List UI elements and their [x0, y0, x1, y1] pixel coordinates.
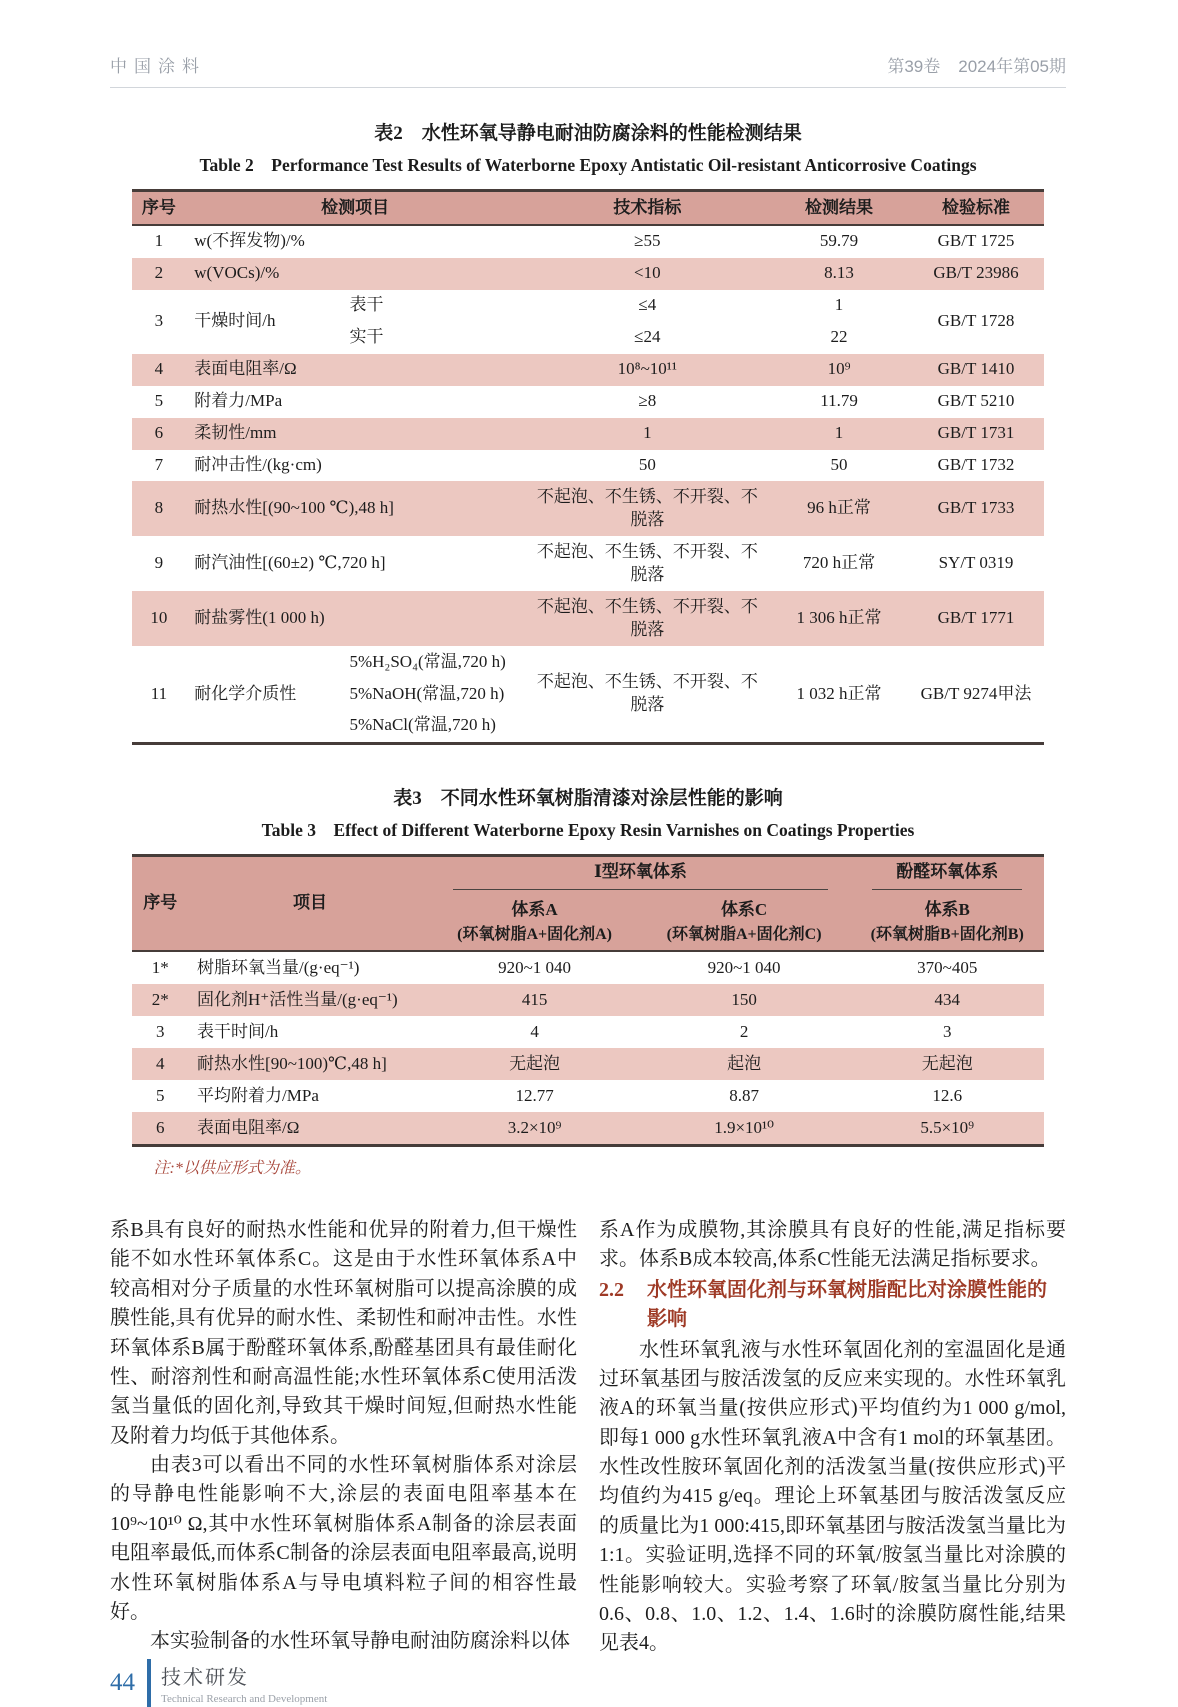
cell-standard: GB/T 1725 [937, 231, 1015, 251]
table-row [132, 481, 1045, 536]
cell-system-b: 3 [942, 1021, 952, 1041]
cell-no: 1 [154, 231, 164, 251]
cell-no: 1* [151, 957, 169, 977]
cell-system-b: 无起泡 [850, 1048, 1045, 1080]
col-header-system-c: 体系C (环氧树脂A+固化剂C) [638, 895, 850, 952]
cell-system-a: 12.77 [515, 1085, 554, 1105]
table2-header-row [132, 191, 1045, 225]
cell-spec: 不起泡、不生锈、不开裂、不脱落 [536, 672, 758, 714]
cell-spec: <10 [524, 258, 771, 290]
table-row [132, 951, 1045, 984]
cell-system-a: 920~1 040 [498, 957, 572, 977]
cell-item: w(不挥发物)/% [194, 231, 305, 251]
table-row [132, 1016, 1045, 1048]
issue-info [869, 52, 1066, 77]
cell-condition: 5%NaOH(常温,720 h) [349, 683, 505, 703]
cell-no: 5 [156, 1085, 165, 1105]
cell-result: 8.13 [771, 258, 908, 290]
cell-spec: ≤24 [634, 327, 661, 347]
cell-no: 7 [154, 455, 164, 474]
cell-system-b: 5.5×10⁹ [850, 1112, 1045, 1145]
table2-section [110, 118, 1066, 745]
cell-spec: 1 [524, 418, 771, 450]
table-row [132, 1048, 1045, 1080]
table-row [132, 591, 1045, 646]
cell-result: 1 306 h正常 [771, 591, 908, 646]
cell-spec: ≥55 [634, 231, 661, 251]
footer-section [161, 1661, 327, 1705]
cell-item: 附着力/MPa [194, 391, 283, 411]
journal-name: 中国涂料 [110, 57, 206, 76]
group-header: 酚醛环氧体系 [850, 855, 1045, 894]
cell-system-c: 1.9×10¹⁰ [638, 1112, 850, 1145]
cell-system-c: 8.87 [729, 1085, 759, 1105]
table2 [132, 189, 1045, 745]
cell-system-b: 434 [850, 984, 1045, 1016]
col-header: 项目 [189, 855, 431, 951]
cell-system-a: 4 [530, 1021, 539, 1041]
cell-item: 耐热水性[90~100)℃,48 h] [189, 1048, 431, 1080]
col-header: 技术指标 [524, 191, 771, 225]
cell-standard: GB/T 1410 [908, 354, 1045, 386]
cell-result: 720 h正常 [802, 553, 876, 573]
col-header-system-a: 体系A (环氧树脂A+固化剂A) [431, 895, 638, 952]
table-row [132, 354, 1045, 386]
right-column [599, 1216, 1066, 1659]
cell-spec: 10⁸~10¹¹ [524, 354, 771, 386]
table3-section [110, 783, 1066, 1178]
cell-no: 4 [132, 1048, 190, 1080]
cell-item: 耐盐雾性(1 000 h) [186, 591, 524, 646]
cell-no: 3 [154, 311, 164, 331]
table-row [132, 290, 1045, 322]
cell-standard: GB/T 1728 [937, 311, 1015, 331]
volume-label: 第39卷 [887, 57, 941, 76]
cell-system-b: 370~405 [917, 957, 978, 977]
section-number: 2.2 [599, 1278, 624, 1301]
table-row [132, 386, 1045, 418]
table-row [132, 1112, 1045, 1145]
paragraph: 由表3可以看出不同的水性环氧树脂体系对涂层的导静电性能影响不大,涂层的表面电阻率基本在10⁹~10¹⁰ Ω,其中水性环氧树脂体系A制备的涂层表面电阻率最低,而体系C制备的涂层表面电阻率最高,说明水性环氧树脂体系A与导电填料粒子间的相容性最好。 [110, 1454, 577, 1624]
page-footer [110, 1659, 1066, 1707]
cell-item: 树脂环氧当量/(g·eq⁻¹) [197, 957, 360, 977]
cell-condition: 5%H₂SO₄(常温,720 h) [349, 651, 506, 671]
cell-result: 22 [830, 327, 848, 347]
col-header: 检测项目 [186, 191, 524, 225]
cell-standard: GB/T 9274甲法 [920, 683, 1032, 703]
table3-title-zh: 表3 不同水性环氧树脂清漆对涂层性能的影响 [393, 787, 783, 809]
section-heading [599, 1276, 1066, 1335]
cell-result: 1 [834, 295, 844, 315]
cell-no: 4 [132, 354, 187, 386]
footer-section-en: Technical Research and Development [161, 1692, 328, 1705]
cell-no: 2* [132, 984, 190, 1016]
cell-spec: 不起泡、不生锈、不开裂、不脱落 [524, 481, 771, 536]
cell-no: 10 [132, 591, 187, 646]
cell-system-c: 150 [638, 984, 850, 1016]
cell-item: 柔韧性/mm [186, 418, 524, 450]
paragraph: 水性环氧乳液与水性环氧固化剂的室温固化是通过环氧基团与胺活泼氢的反应来实现的。水性环氧乳液A的环氧当量(按供应形式)平均值约为1 000 g/mol,即每1 000 g水性环氧乳液A中含有1 mol的环氧基团。水性改性胺环氧固化剂的活泼氢当量(按供应形式)平均值约为415 g/eq。理论上环氧基团与胺活泼氢反应的质量比为1 000:415,即环氧基团与胺活泼氢当量比为1:1。实验证明,选择不同的环氧/胺氢当量比对涂膜的性能影响较大。实验考察了环氧/胺氢当量比分别为0.6、0.8、1.0、1.2、1.4、1.6时的涂膜防腐性能,结果见表4。 [599, 1338, 1066, 1655]
col-header-system-b: 体系B (环氧树脂B+固化剂B) [850, 895, 1045, 952]
cell-standard: GB/T 1732 [937, 455, 1015, 474]
table-row [132, 225, 1045, 258]
col-header: 检测结果 [771, 191, 908, 225]
cell-system-a: 无起泡 [431, 1048, 638, 1080]
cell-no: 9 [154, 553, 164, 573]
cell-system-a: 3.2×10⁹ [431, 1112, 638, 1145]
col-header: 序号 [132, 191, 187, 225]
group-header: Ⅰ型环氧体系 [431, 855, 850, 894]
cell-no: 3 [156, 1021, 165, 1041]
cell-item: w(VOCs)/% [186, 258, 524, 290]
paragraph: 系A作为成膜物,其涂膜具有良好的性能,满足指标要求。体系B成本较高,体系C性能无法满足指标要求。 [599, 1218, 1066, 1271]
table3 [132, 854, 1045, 1147]
table-row [132, 418, 1045, 450]
footer-divider-bar [147, 1659, 151, 1707]
cell-subitem: 表干 [349, 295, 384, 315]
cell-result: 59.79 [819, 231, 859, 251]
table-row [132, 258, 1045, 290]
page-number: 44 [110, 1668, 135, 1696]
section-title: 水性环氧固化剂与环氧树脂配比对涂膜性能的影响 [647, 1278, 1047, 1331]
paragraph: 本实验制备的水性环氧导静电耐油防腐涂料以体 [150, 1630, 570, 1653]
cell-item: 固化剂H⁺活性当量/(g·eq⁻¹) [189, 984, 431, 1016]
cell-result: 50 [830, 455, 848, 474]
table-row [132, 450, 1045, 482]
cell-spec: 50 [638, 455, 656, 474]
header-divider [110, 87, 1066, 88]
table-row [132, 646, 1045, 678]
cell-spec: ≥8 [638, 391, 657, 411]
cell-standard: GB/T 5210 [937, 391, 1015, 411]
cell-standard: GB/T 1771 [908, 591, 1045, 646]
table2-title-en: Table 2 Performance Test Results of Waterborne Epoxy Antistatic Oil-resistant Anticorrosive Coatings [199, 155, 977, 175]
table-row [132, 1080, 1045, 1112]
cell-system-c: 920~1 040 [707, 957, 781, 977]
cell-item: 耐汽油性[(60±2) ℃,720 h] [194, 553, 386, 573]
cell-condition: 5%NaCl(常温,720 h) [349, 715, 496, 735]
cell-no: 2 [132, 258, 187, 290]
cell-no: 8 [132, 481, 187, 536]
paragraph: 系B具有良好的耐热水性能和优异的附着力,但干燥性能不如水性环氧体系C。这是由于水性环氧体系A中较高相对分子质量的水性环氧树脂可以提高涂膜的成膜性能,具有优异的耐水性、柔韧性和耐冲击性。水性环氧体系B属于酚醛环氧体系,酚醛基团具有最佳耐化性、耐溶剂性和耐高温性能;水性环氧体系C使用活泼氢当量低的固化剂,导致其干燥时间短,但耐热水性能及附着力均低于其他体系。 [110, 1218, 577, 1447]
cell-spec: ≤4 [638, 295, 657, 315]
body-text [110, 1216, 1066, 1659]
cell-item: 表面电阻率/Ω [189, 1112, 431, 1145]
cell-item: 平均附着力/MPa [197, 1085, 319, 1105]
cell-result: 96 h正常 [771, 481, 908, 536]
cell-no: 6 [132, 418, 187, 450]
footer-section-zh: 技术研发 [161, 1666, 249, 1689]
table-row [132, 536, 1045, 591]
cell-result: 11.79 [820, 391, 858, 411]
cell-system-a: 415 [431, 984, 638, 1016]
table3-title-en: Table 3 Effect of Different Waterborne Epoxy Resin Varnishes on Coatings Properties [261, 819, 915, 840]
col-header: 检验标准 [908, 191, 1045, 225]
cell-system-c: 2 [739, 1021, 749, 1041]
table3-note: 注:*以供应形式为准。 [153, 1159, 311, 1177]
cell-standard: SY/T 0319 [938, 553, 1014, 573]
page-header [110, 52, 1066, 77]
col-header: 序号 [132, 855, 190, 951]
cell-system-b: 12.6 [932, 1085, 963, 1105]
cell-no: 5 [154, 391, 164, 411]
cell-item: 表干时间/h [197, 1021, 279, 1041]
cell-result: 1 032 h正常 [796, 683, 882, 703]
issue-label: 2024年第05期 [958, 57, 1066, 76]
cell-item: 耐冲击性/(kg·cm) [194, 455, 322, 474]
cell-result: 10⁹ [771, 354, 908, 386]
cell-item: 干燥时间/h [194, 311, 276, 331]
cell-no: 6 [132, 1112, 190, 1145]
cell-spec: 不起泡、不生锈、不开裂、不脱落 [536, 541, 758, 584]
cell-item: 耐化学介质性 [194, 683, 297, 703]
table2-title-zh: 表2 水性环氧导静电耐油防腐涂料的性能检测结果 [374, 123, 802, 144]
cell-standard: GB/T 23986 [908, 258, 1045, 290]
cell-no: 11 [150, 683, 168, 703]
table-row [132, 984, 1045, 1016]
cell-standard: GB/T 1731 [908, 418, 1045, 450]
cell-standard: GB/T 1733 [908, 481, 1045, 536]
table3-group-header-row [132, 855, 1045, 894]
cell-spec: 不起泡、不生锈、不开裂、不脱落 [524, 591, 771, 646]
cell-result: 1 [771, 418, 908, 450]
cell-item: 耐热水性[(90~100 ℃),48 h] [186, 481, 524, 536]
cell-subitem: 实干 [349, 327, 384, 347]
cell-system-c: 起泡 [638, 1048, 850, 1080]
cell-item: 表面电阻率/Ω [186, 354, 524, 386]
left-column [110, 1216, 577, 1659]
